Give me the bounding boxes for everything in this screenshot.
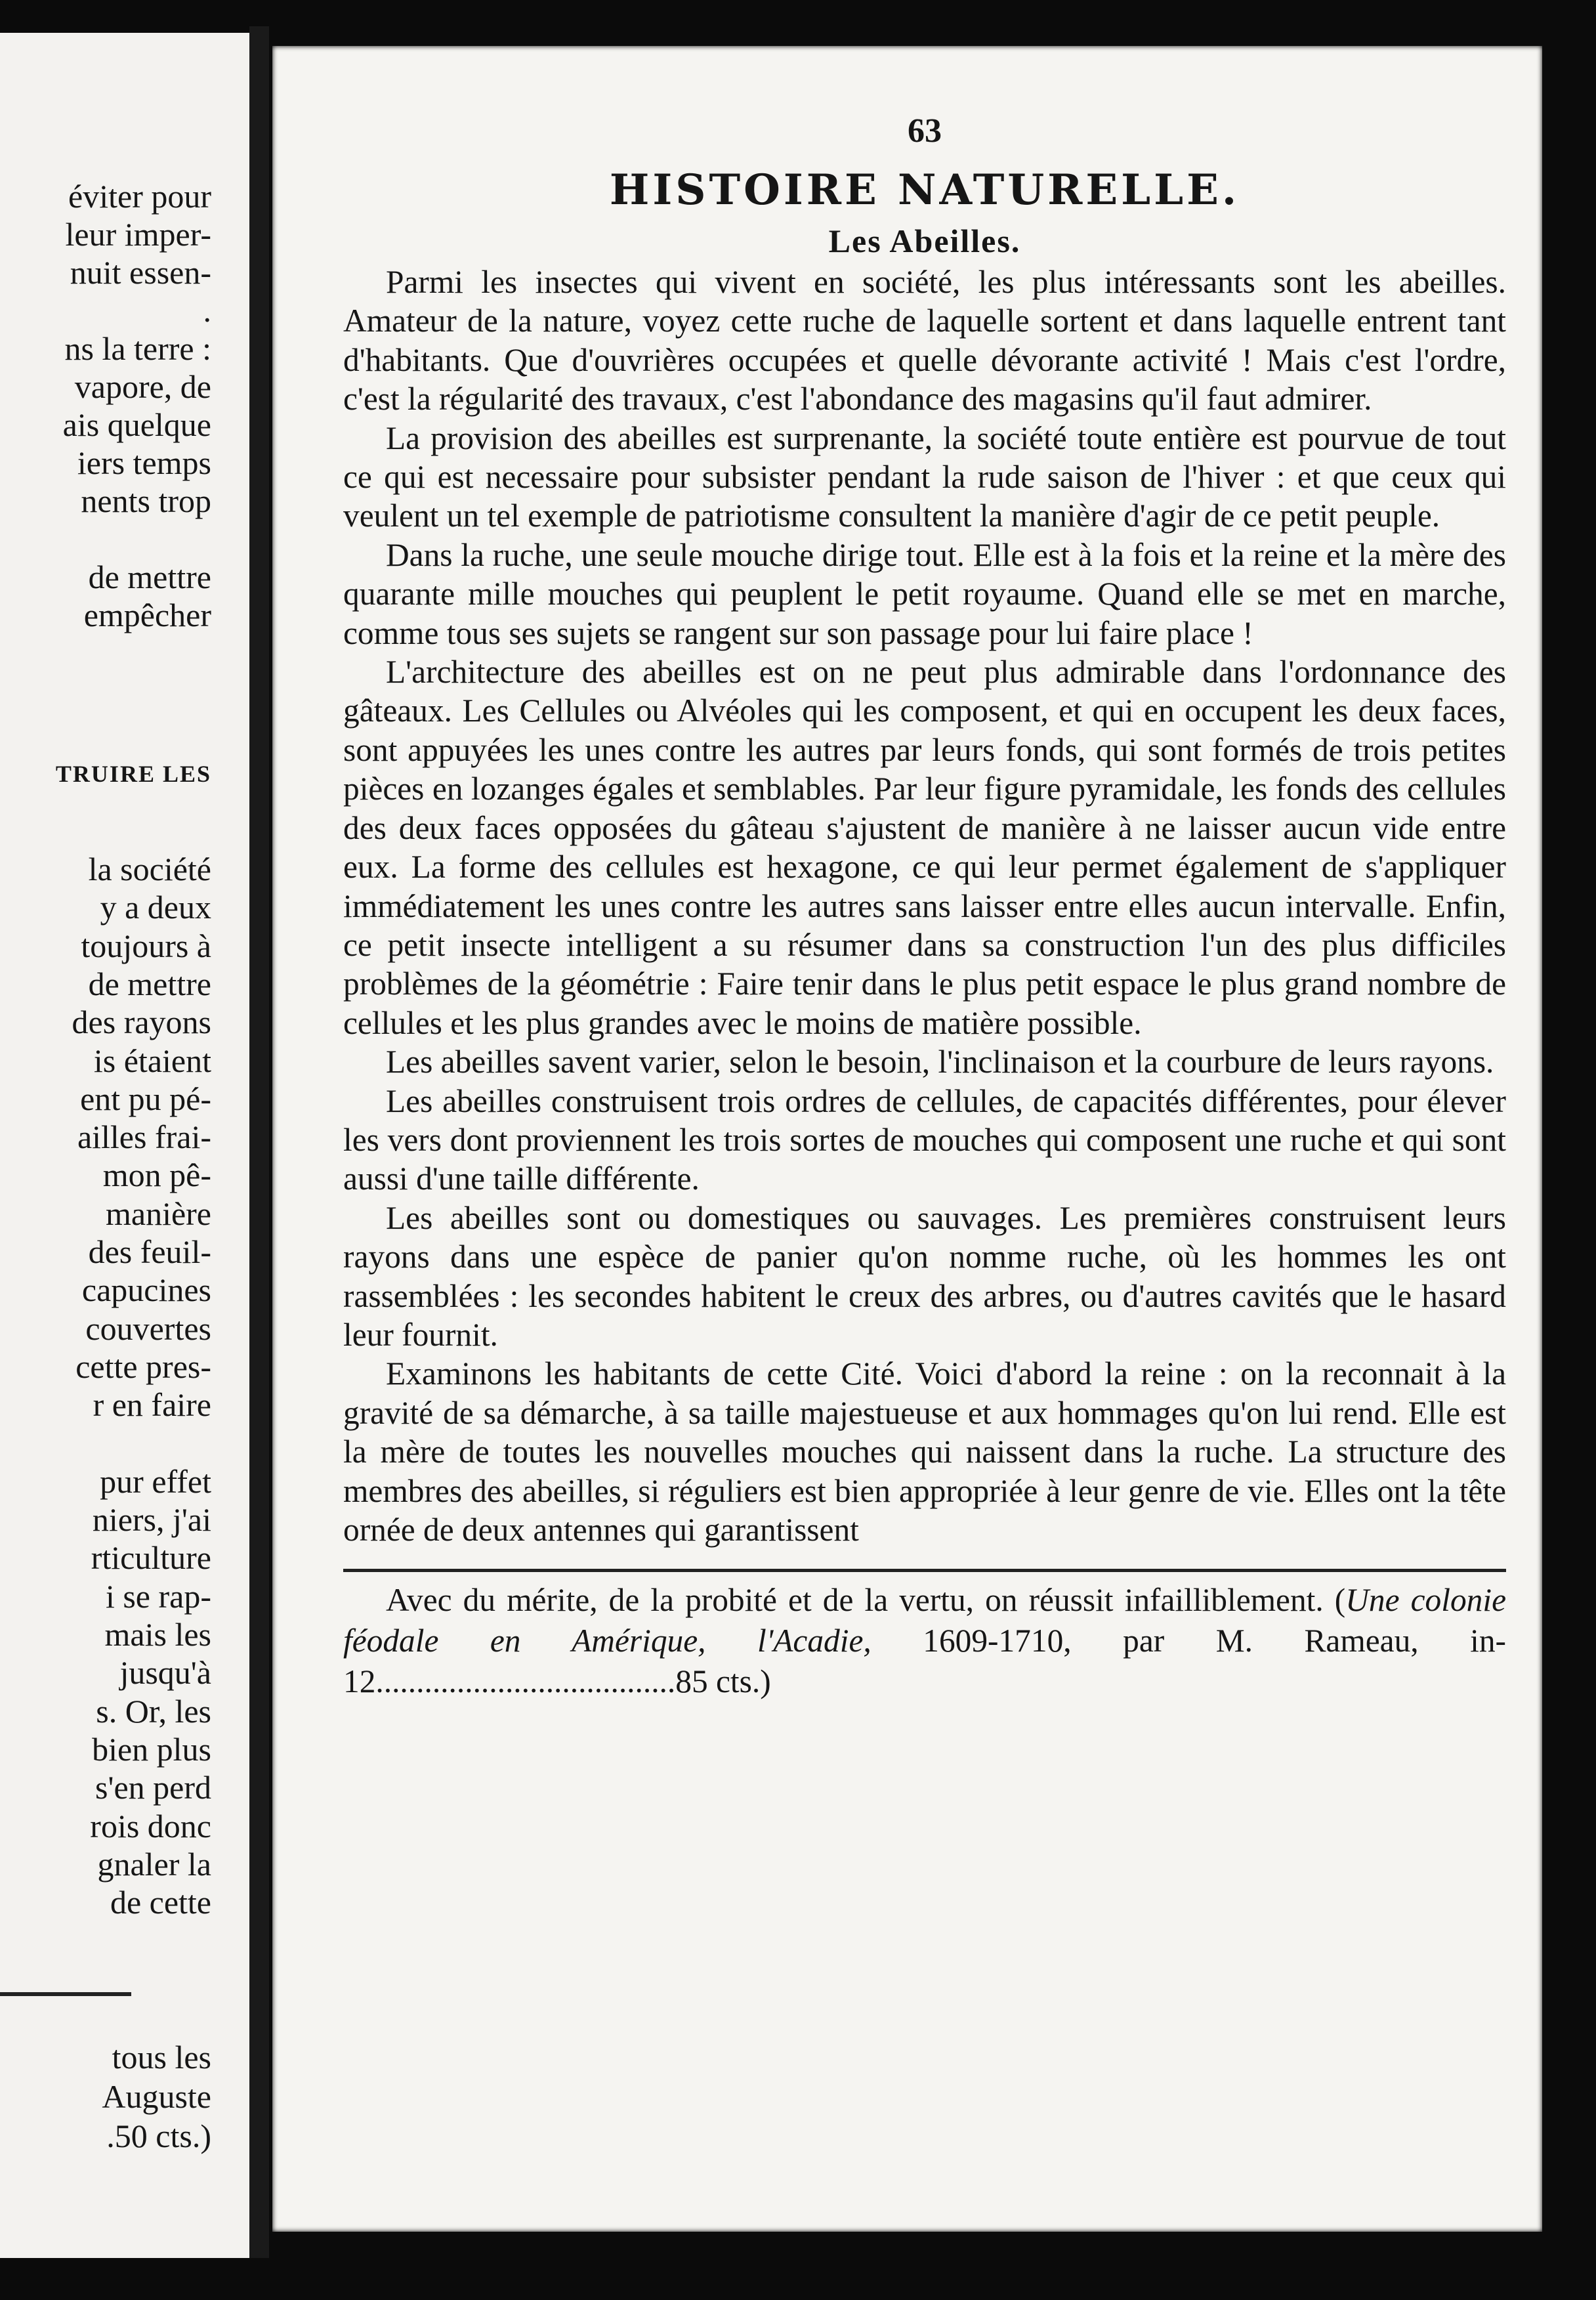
left-page-line: couvertes xyxy=(85,1310,211,1347)
paragraph: L'architecture des abeilles est on ne peut plus admirable dans l'ordonnance des gâteaux. Les Cellules ou Alvéoles qui les composent, et qui en occupent les deux faces, sont appuyées les unes contre les autres par leurs fonds, qui sont formés de trois petites pièces en lozanges égales et semblables. Par leur figure pyramidale, les fonds des cellules des deux faces opposées du gâteau s'ajustent de manière à ne laisser aucun vide entre eux. La forme des cellules est hexagone, ce qui leur permet également de s'appliquer immédiatement les unes contre les autres sans laisser entre elles aucun intervalle. Enfin, ce petit insecte intelligent a su résumer dans sa construction l'un des plus difficiles problèmes de la géométrie : Faire tenir dans le plus petit espace le plus grand nombre de cellules et les plus grandes avec le moins de matière possible. xyxy=(343,654,1506,1041)
left-page-line: capucines xyxy=(81,1271,211,1309)
left-page-line: manière xyxy=(105,1195,211,1232)
left-page-line: leur imper- xyxy=(65,216,211,253)
left-page-line: TRUIRE LES xyxy=(55,761,211,787)
page-content xyxy=(343,112,1506,1702)
left-page-fragment xyxy=(0,33,249,2258)
left-page-line: ailles frai- xyxy=(77,1118,211,1156)
left-page-line: tous les xyxy=(112,2039,211,2076)
left-page-line: la société xyxy=(88,851,211,887)
paragraph: Examinons les habitants de cette Cité. Voici d'abord la reine : on la reconnait à la gravité de sa démarche, à sa taille majestueuse et aux hommages qu'on lui rend. Elle est la mère de toutes les nouvelles mouches qui naissent dans la ruche. La structure des membres des abeilles, si réguliers est bien appropriée à leur genre de vie. Elles ont la tête ornée de deux antennes qui garantissent xyxy=(343,1355,1506,1548)
left-page-line: s'en perd xyxy=(94,1769,211,1806)
left-page-line: s. Or, les xyxy=(96,1692,211,1730)
paragraph: La provision des abeilles est surprenante, la société toute entière est pourvue de tout ce qui est necessaire pour subsister pendant la rude saison de l'hiver : et que ceux qui veulent un tel exemple de patriotisme consultent la manière d'agir de ce petit peuple. xyxy=(343,419,1506,534)
left-page-line: . xyxy=(203,292,211,329)
left-page-line: nents trop xyxy=(81,482,211,519)
paragraph: Les abeilles savent varier, selon le besoin, l'inclinaison et la courbure de leurs rayons. xyxy=(386,1044,1494,1080)
footer-text-before: Avec du mérite, de la probité et de la vertu, on réussit infailliblement. ( xyxy=(386,1582,1346,1619)
left-page-line: des rayons xyxy=(72,1004,211,1041)
footer-note xyxy=(343,1580,1506,1702)
left-page-line: de mettre xyxy=(88,559,211,595)
left-page-divider xyxy=(0,1992,131,1996)
page-title: HISTOIRE NATURELLE. xyxy=(609,165,1240,215)
paragraph: Les abeilles sont ou domestiques ou sauvages. Les premières construisent leurs rayons dans une espèce de panier qu'on nomme ruche, où les hommes les ont rassemblées : les secondes habitent le creux des arbres, ou d'autres cavités que le hasard leur fournit. xyxy=(343,1199,1506,1353)
footer-divider xyxy=(343,1569,1506,1572)
left-page-line: de cette xyxy=(110,1884,211,1921)
article-subtitle: Les Abeilles. xyxy=(828,223,1021,259)
left-page-line: ais quelque xyxy=(62,406,211,443)
left-page-line: éviter pour xyxy=(68,178,211,215)
left-page-line: i se rap- xyxy=(105,1577,211,1615)
left-page-line: Auguste xyxy=(102,2078,211,2115)
left-page-line: niers, j'ai xyxy=(92,1501,211,1539)
page-number: 63 xyxy=(908,112,942,150)
footer-book-title: Une colonie féodale en Amérique, l'Acadie, xyxy=(343,1582,1506,1659)
left-page-line: mais les xyxy=(104,1616,211,1653)
left-page-line: ns la terre : xyxy=(64,330,211,367)
left-page-line: cette pres- xyxy=(75,1348,211,1385)
left-page-line: iers temps xyxy=(77,444,211,481)
paragraph: Parmi les insectes qui vivent en société, les plus intéressants sont les abeilles. Amateur de la nature, voyez cette ruche de laquelle sortent et dans laquelle entrent tant d'habitants. Que d'ouvrières occupées et quelle dévorante activité ! Mais c'est l'ordre, c'est la régularité des travaux, c'est l'abondance des magasins qu'il faut admirer. xyxy=(343,264,1506,417)
left-page-line: de mettre xyxy=(88,965,211,1002)
left-page-line: nuit essen- xyxy=(70,254,211,291)
left-page-line: empêcher xyxy=(83,597,211,633)
left-page-line: y a deux xyxy=(100,889,211,926)
left-page-line: gnaler la xyxy=(97,1845,211,1883)
book-spine xyxy=(249,26,269,2258)
left-page-line: pur effet xyxy=(100,1462,211,1500)
footer-text-after: 1609-1710, par M. Rameau, in-12.....................................85 cts.) xyxy=(343,1623,1507,1700)
left-page-line: is étaient xyxy=(93,1042,211,1079)
paragraph: Les abeilles construisent trois ordres de cellules, de capacités différentes, pour élever les vers dont proviennent les trois sortes de mouches qui composent une ruche et qui sont aussi d'une taille différente. xyxy=(343,1082,1506,1197)
left-page-line: mon pê- xyxy=(102,1157,211,1194)
left-page-line: r en faire xyxy=(93,1386,211,1424)
left-page-line: des feuil- xyxy=(88,1233,211,1270)
left-page-line: .50 cts.) xyxy=(106,2118,211,2154)
left-page-line: ent pu pé- xyxy=(80,1080,211,1117)
left-page-line: toujours à xyxy=(81,927,211,964)
left-page-line: jusqu'à xyxy=(119,1654,211,1692)
right-page xyxy=(272,46,1542,2232)
paragraph: Dans la ruche, une seule mouche dirige tout. Elle est à la fois et la reine et la mère des quarante mille mouches qui peuplent le petit royaume. Quand elle se met en marche, comme tous ses sujets se rangent sur son passage pour lui faire place ! xyxy=(343,536,1506,651)
left-page-line: vapore, de xyxy=(74,368,211,405)
left-page-line: rticulture xyxy=(91,1539,211,1577)
left-page-line: bien plus xyxy=(92,1730,211,1768)
left-page-line: rois donc xyxy=(90,1807,211,1844)
